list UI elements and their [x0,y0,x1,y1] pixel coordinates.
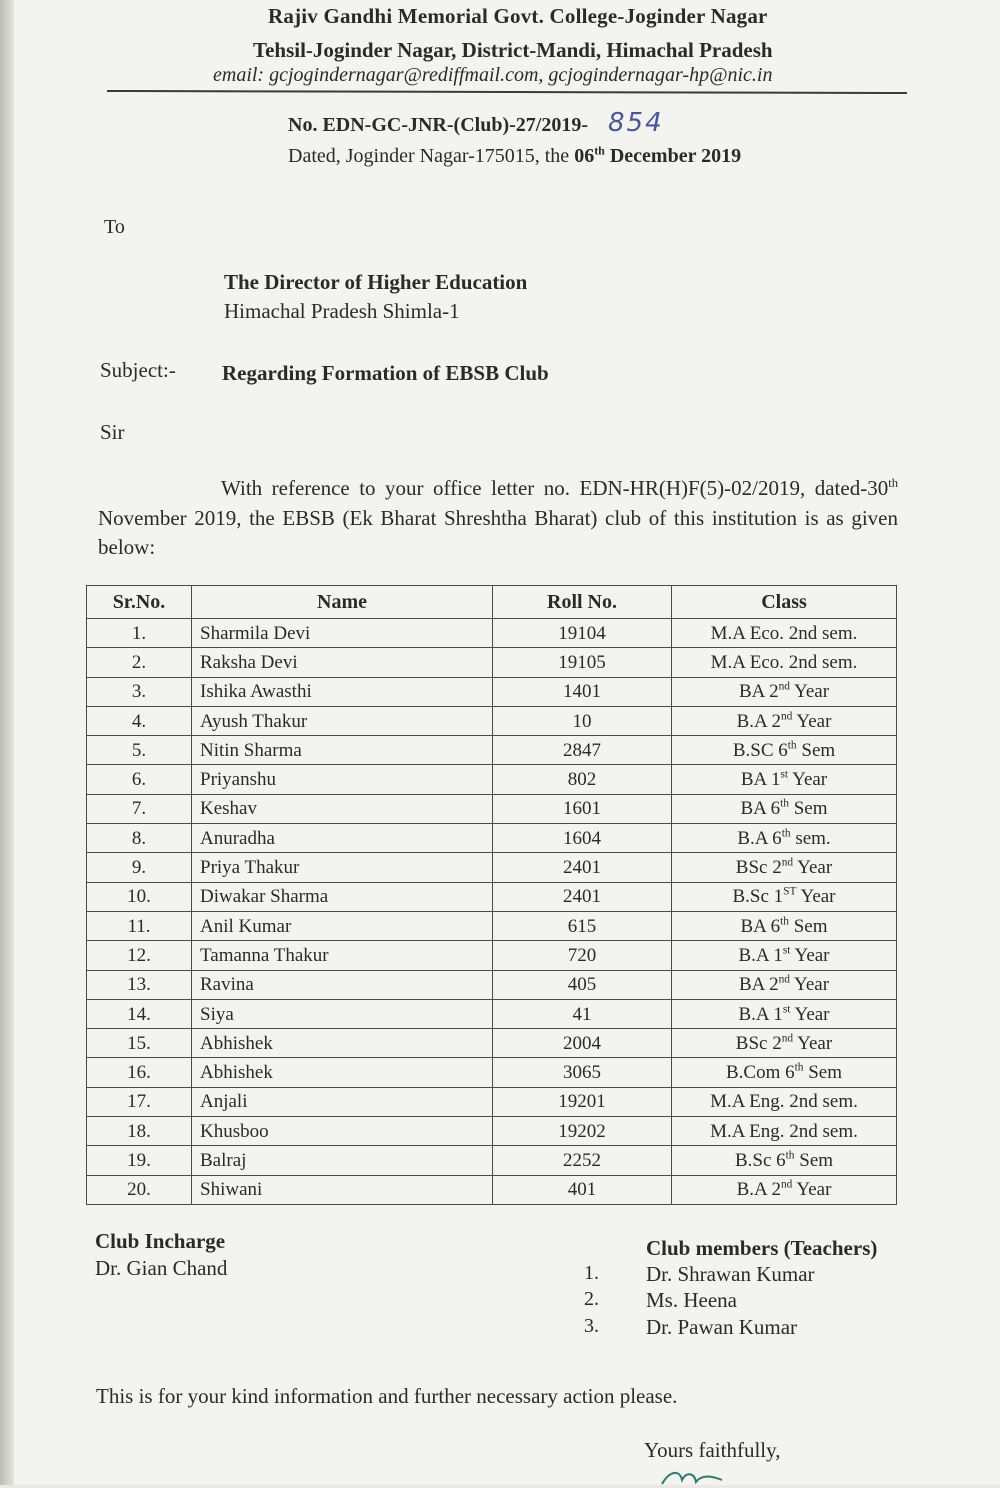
cell-name: Abhishek [192,1058,493,1087]
cell-roll-no: 720 [493,941,672,970]
to-label: To [104,216,125,238]
cell-sr-no: 19. [87,1146,192,1175]
table-row [87,911,897,940]
cell-sr-no: 20. [87,1175,192,1204]
cell-name: Priya Thakur [192,853,493,882]
cell-name: Ishika Awasthi [192,677,493,706]
cell-class: M.A Eng. 2nd sem. [672,1087,897,1116]
club-roster-table [86,585,897,1205]
cell-roll-no: 615 [493,911,672,940]
cell-roll-no: 802 [493,765,672,794]
cell-sr-no: 15. [87,1029,192,1058]
cell-sr-no: 9. [87,853,192,882]
cell-name: Tamanna Thakur [192,941,493,970]
closing-line: This is for your kind information and further necessary action please. [96,1384,678,1408]
header-class: Class [672,586,897,619]
cell-class: B.A 2nd Year [672,1175,897,1204]
member-number: 1. [584,1262,599,1284]
reference-number: No. EDN-GC-JNR-(Club)-27/2019- [288,114,588,136]
cell-class: B.A 1st Year [672,941,897,970]
page-edge-shadow [0,0,14,1485]
cell-name: Priyanshu [192,765,493,794]
table-row [87,999,897,1028]
cell-sr-no: 2. [87,648,192,677]
cell-roll-no: 19104 [493,619,672,648]
cell-roll-no: 10 [493,706,672,735]
cell-sr-no: 1. [87,619,192,648]
cell-class: BA 6th Sem [672,911,897,940]
table-row [87,794,897,823]
member-number: 2. [584,1288,599,1310]
cell-name: Khusboo [192,1117,493,1146]
cell-name: Anil Kumar [192,911,493,940]
cell-roll-no: 3065 [493,1058,672,1087]
cell-sr-no: 6. [87,765,192,794]
cell-class: BSc 2nd Year [672,1029,897,1058]
cell-class: B.A 6th sem. [672,824,897,853]
salutation: Sir [100,420,125,444]
cell-class: B.A 1st Year [672,999,897,1028]
cell-sr-no: 7. [87,794,192,823]
cell-sr-no: 3. [87,677,192,706]
table-body [87,619,897,1205]
table-row [87,824,897,853]
table-row [87,970,897,999]
table-row [87,1029,897,1058]
table-row [87,1087,897,1116]
cell-class: B.Sc 1ST Year [672,882,897,911]
cell-sr-no: 8. [87,824,192,853]
cell-class: BA 2nd Year [672,970,897,999]
cell-class: BSc 2nd Year [672,853,897,882]
cell-name: Sharmila Devi [192,619,493,648]
member-name: Dr. Pawan Kumar [646,1315,798,1339]
header-name: Name [192,586,493,619]
cell-sr-no: 10. [87,882,192,911]
sign-off: Yours faithfully, [644,1438,781,1462]
table-header-row [87,586,897,619]
cell-roll-no: 401 [493,1175,672,1204]
member-name: Dr. Shrawan Kumar [646,1262,815,1286]
cell-sr-no: 14. [87,999,192,1028]
cell-roll-no: 2401 [493,853,672,882]
cell-roll-no: 2847 [493,736,672,765]
club-incharge-heading: Club Incharge [95,1229,226,1253]
cell-name: Siya [192,999,493,1028]
cell-roll-no: 1604 [493,824,672,853]
header-sr-no: Sr.No. [87,586,192,619]
cell-sr-no: 13. [87,970,192,999]
cell-class: B.Sc 6th Sem [672,1146,897,1175]
table-row [87,941,897,970]
recipient-location: Himachal Pradesh Shimla-1 [224,299,460,323]
club-members-heading: Club members (Teachers) [646,1236,878,1260]
cell-roll-no: 19201 [493,1087,672,1116]
table-row [87,882,897,911]
table-row [87,1117,897,1146]
handwritten-dispatch-number: 854 [608,108,664,138]
cell-name: Ravina [192,970,493,999]
cell-class: BA 6th Sem [672,794,897,823]
cell-sr-no: 16. [87,1058,192,1087]
cell-class: M.A Eco. 2nd sem. [672,619,897,648]
cell-class: M.A Eng. 2nd sem. [672,1117,897,1146]
cell-sr-no: 11. [87,911,192,940]
cell-roll-no: 1601 [493,794,672,823]
cell-class: BA 2nd Year [672,677,897,706]
member-name: Ms. Heena [646,1288,737,1312]
cell-class: B.Com 6th Sem [672,1058,897,1087]
table-row [87,619,897,648]
cell-roll-no: 405 [493,970,672,999]
cell-name: Abhishek [192,1029,493,1058]
cell-roll-no: 41 [493,999,672,1028]
cell-name: Nitin Sharma [192,736,493,765]
cell-class: M.A Eco. 2nd sem. [672,648,897,677]
subject-text: Regarding Formation of EBSB Club [222,361,549,385]
header-roll-no: Roll No. [493,586,672,619]
table-row [87,648,897,677]
cell-sr-no: 12. [87,941,192,970]
cell-roll-no: 2252 [493,1146,672,1175]
cell-sr-no: 18. [87,1117,192,1146]
cell-sr-no: 5. [87,736,192,765]
table-row [87,1058,897,1087]
cell-class: BA 1st Year [672,765,897,794]
cell-roll-no: 2004 [493,1029,672,1058]
recipient-title: The Director of Higher Education [224,270,528,294]
cell-name: Keshav [192,794,493,823]
member-number: 3. [584,1315,599,1337]
cell-class: B.SC 6th Sem [672,736,897,765]
table-row [87,736,897,765]
cell-name: Shiwani [192,1175,493,1204]
cell-class: B.A 2nd Year [672,706,897,735]
table-row [87,677,897,706]
cell-name: Raksha Devi [192,648,493,677]
table-row [87,765,897,794]
cell-name: Diwakar Sharma [192,882,493,911]
cell-name: Anjali [192,1087,493,1116]
table-row [87,1146,897,1175]
cell-roll-no: 19105 [493,648,672,677]
table-row [87,1175,897,1204]
club-incharge-name: Dr. Gian Chand [95,1256,228,1280]
signature-mark [660,1468,730,1488]
table-row [87,706,897,735]
cell-name: Anuradha [192,824,493,853]
subject-label: Subject:- [100,358,176,382]
cell-roll-no: 1401 [493,677,672,706]
cell-sr-no: 17. [87,1087,192,1116]
college-address: Tehsil-Joginder Nagar, District-Mandi, Himachal Pradesh [253,38,773,62]
cell-roll-no: 2401 [493,882,672,911]
cell-name: Ayush Thakur [192,706,493,735]
letter-date: Dated, Joginder Nagar-175015, the 06th December 2019 [288,143,742,167]
body-paragraph: With reference to your office letter no. EDN-HR(H)F(5)-02/2019, dated-30th November 2019, the EBSB (Ek Bharat Shreshtha Bharat) club of this institution is as given below: [98,476,898,559]
cell-name: Balraj [192,1146,493,1175]
cell-roll-no: 19202 [493,1117,672,1146]
college-email: email: gcjogindernagar@rediffmail.com, gcjogindernagar-hp@nic.in [213,64,773,86]
college-name: Rajiv Gandhi Memorial Govt. College-Joginder Nagar [268,4,768,28]
table-row [87,853,897,882]
cell-sr-no: 4. [87,706,192,735]
